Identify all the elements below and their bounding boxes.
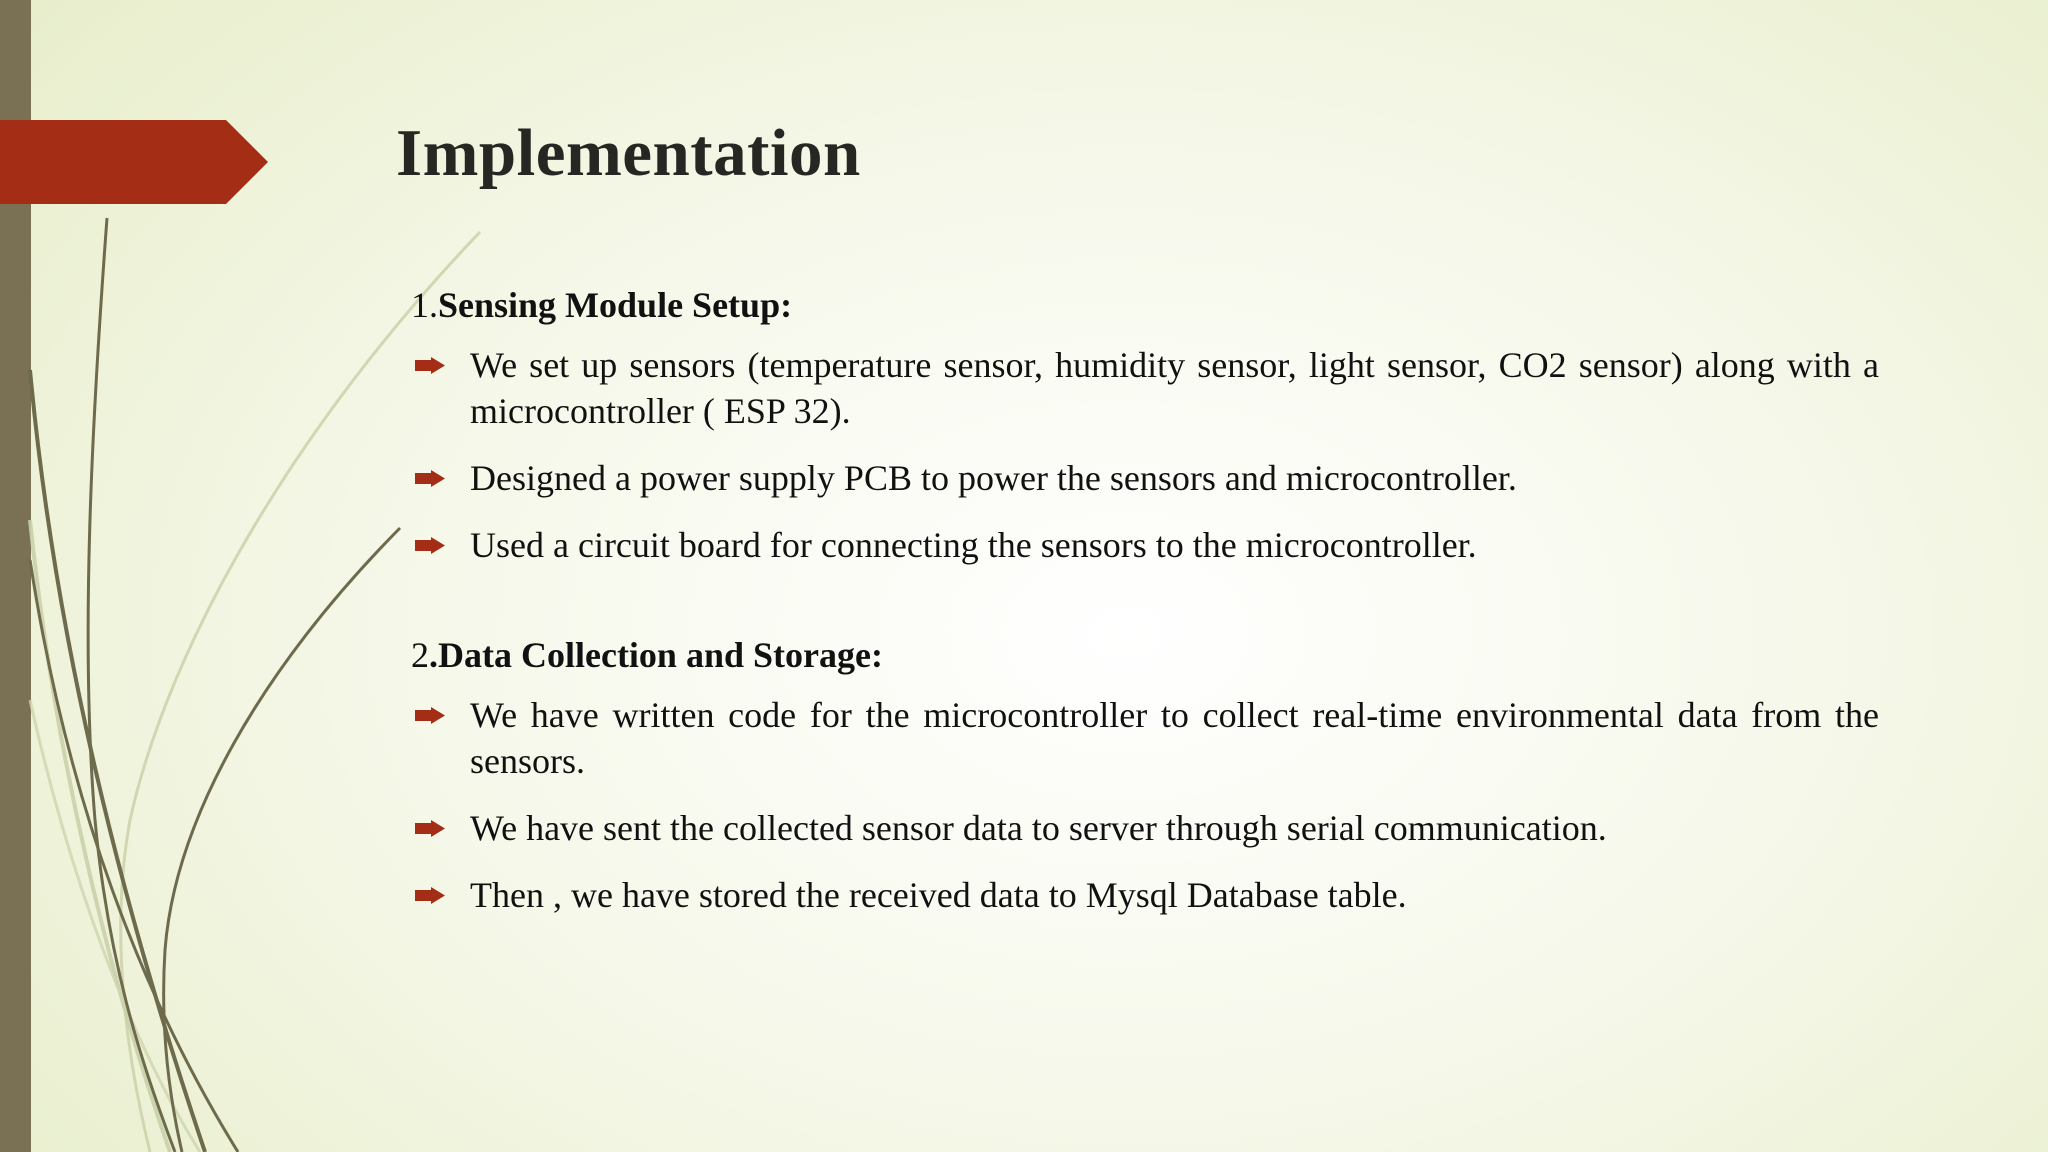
list-item: [411, 522, 1879, 568]
bullet-text: Then , we have stored the received data to Mysql Database table.: [470, 875, 1407, 915]
arrow-right-icon: [415, 887, 445, 904]
list-item: [411, 805, 1879, 851]
section-heading: [411, 632, 1879, 678]
bullet-text: We set up sensors (temperature sensor, humidity sensor, light sensor, CO2 sensor) along with a microcontroller ( ESP 32).: [470, 345, 1879, 431]
title-arrow-banner: [0, 120, 268, 204]
arrow-right-icon: [415, 357, 445, 374]
section-heading: [411, 282, 1879, 328]
list-item: [411, 455, 1879, 501]
bullet-text: We have sent the collected sensor data to server through serial communication.: [470, 808, 1607, 848]
section-sensing-module: [411, 282, 1879, 568]
bullet-text: Used a circuit board for connecting the sensors to the microcontroller.: [470, 525, 1477, 565]
slide-content: [411, 282, 1879, 939]
arrow-right-icon: [415, 820, 445, 837]
list-item: [411, 692, 1879, 784]
arrow-right-icon: [415, 707, 445, 724]
arrow-right-icon: [415, 470, 445, 487]
list-item: [411, 872, 1879, 918]
bullet-text: We have written code for the microcontroller to collect real-time environmental data from the sensors.: [470, 695, 1879, 781]
bullet-list: [411, 692, 1879, 918]
bullet-text: Designed a power supply PCB to power the sensors and microcontroller.: [470, 458, 1517, 498]
slide-title: Implementation: [396, 116, 861, 190]
section-title: .Data Collection and Storage:: [429, 635, 883, 675]
section-data-collection: [411, 632, 1879, 918]
arrow-right-icon: [415, 537, 445, 554]
bullet-list: [411, 342, 1879, 568]
section-number: 1.: [411, 285, 438, 325]
list-item: [411, 342, 1879, 434]
section-number: 2: [411, 635, 429, 675]
section-title: Sensing Module Setup:: [438, 285, 793, 325]
